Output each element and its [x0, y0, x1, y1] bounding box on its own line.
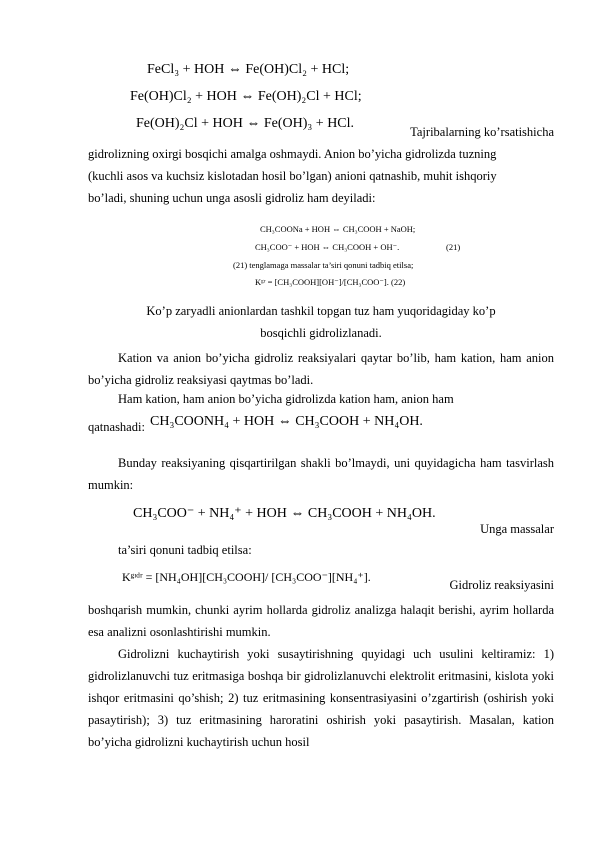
equation-ionic-form: CH₃COO⁻ + NH₄⁺ + HOH ⇔ CH₃COOH + NH₄OH. [133, 506, 436, 521]
paragraph-6-tail: Unga massalar [480, 522, 554, 536]
paragraph-1-line4: bo’ladi, shuning uchun unga asosli gidroliz ham deyiladi: [88, 191, 376, 205]
equation-fecl3-step2: Fe(OH)Cl₂ + HOH ⇔ Fe(OH)₂Cl + HCl; [130, 89, 362, 104]
paragraph-2-line1: Ko’p zaryadli anionlardan tashkil topgan tuz ham yuqoridagiday ko’p [146, 304, 496, 318]
paragraph-4-line1: Ham kation, ham anion bo’yicha gidrolizda kation ham, anion ham [118, 392, 454, 406]
paragraph-4-line2: qatnashadi: [88, 420, 145, 434]
equation-fecl3-step1: FeCl₃ + HOH ⇔ Fe(OH)Cl₂ + HCl; [147, 62, 350, 77]
equation-acetate-1: CH₃COONa + HOH ⇔ CH₃COOH + NaOH; [260, 224, 416, 234]
paragraph-7-tail: Gidroliz reaksiyasini [449, 578, 554, 592]
paragraph-2-line2: bosqichli gidrolizlanadi. [260, 326, 382, 340]
paragraph-6-line2: ta’siri qonuni tadbiq etilsa: [118, 543, 252, 557]
paragraph-1-line3: (kuchli asos va kuchsiz kislotadan hosil bo’lgan) anioni qatnashib, muhit ishqoriy [88, 169, 497, 183]
equation-ammonium-acetate: CH₃COONH₄ + HOH ⇔ CH₃COOH + NH₄OH. [150, 414, 423, 429]
paragraph-3: Kation va anion bo’yicha gidroliz reaksiyalari qaytar bo’lib, ham kation, ham anion bo’yicha gidroliz reaksiyasi qaytmas bo’ladi. [88, 351, 554, 387]
equation-constant-22: Kᵍʳ = [CH₃COOH][OH⁻]/[CH₃COO⁻]. (22) [255, 277, 406, 287]
equation-hydrolysis-constant: Kᵍᶦᵈʳ = [NH₄OH][CH₃COOH]/ [CH₃COO⁻][NH₄⁺]. [122, 570, 371, 584]
paragraph-5: Bunday reaksiyaning qisqartirilgan shakli bo’lmaydi, uni quyidagicha ham tasvirlash mumkin: [88, 456, 554, 492]
paragraph-1-line2: gidrolizning oxirgi bosqichi amalga oshmaydi. Anion bo’yicha gidrolizda tuzning [88, 147, 497, 161]
paragraph-7: boshqarish mumkin, chunki ayrim hollarda gidroliz analizga halaqit berishi, ayrim hollarda esa analizni osonlashtirishi mumkin. [88, 603, 554, 639]
paragraph-8: Gidrolizni kuchaytirish yoki susaytirishning quyidagi uch usulini keltiramiz: 1) gidrolizlanuvchi tuz eritmasiga boshqa bir gidrolizlanuvchi elektrolit eritmasini, kislota yoki ishqor eritmasini qo’shish; 2) tuz eritmasining konsentrasiyasini o’zgartirish (oshirish yoki pasaytirish); 3) tuz eritmasining haroratini oshirish yoki pasaytirish. Masalan, kation bo’yicha gidrolizni kuchaytirish uchun hosil [88, 647, 554, 749]
equation-fecl3-step3: Fe(OH)₂Cl + HOH ⇔ Fe(OH)₃ + HCl. [136, 116, 355, 131]
equation-note: (21) tenglamaga massalar ta’siri qonuni tadbiq etilsa; [233, 260, 414, 270]
equation-number-21: (21) [446, 242, 461, 252]
paragraph-1-tail: Tajribalarning ko’rsatishicha [410, 125, 554, 139]
equation-acetate-2: CH₃COO⁻ + HOH ⇔ CH₃COOH + OH⁻. [255, 242, 400, 252]
